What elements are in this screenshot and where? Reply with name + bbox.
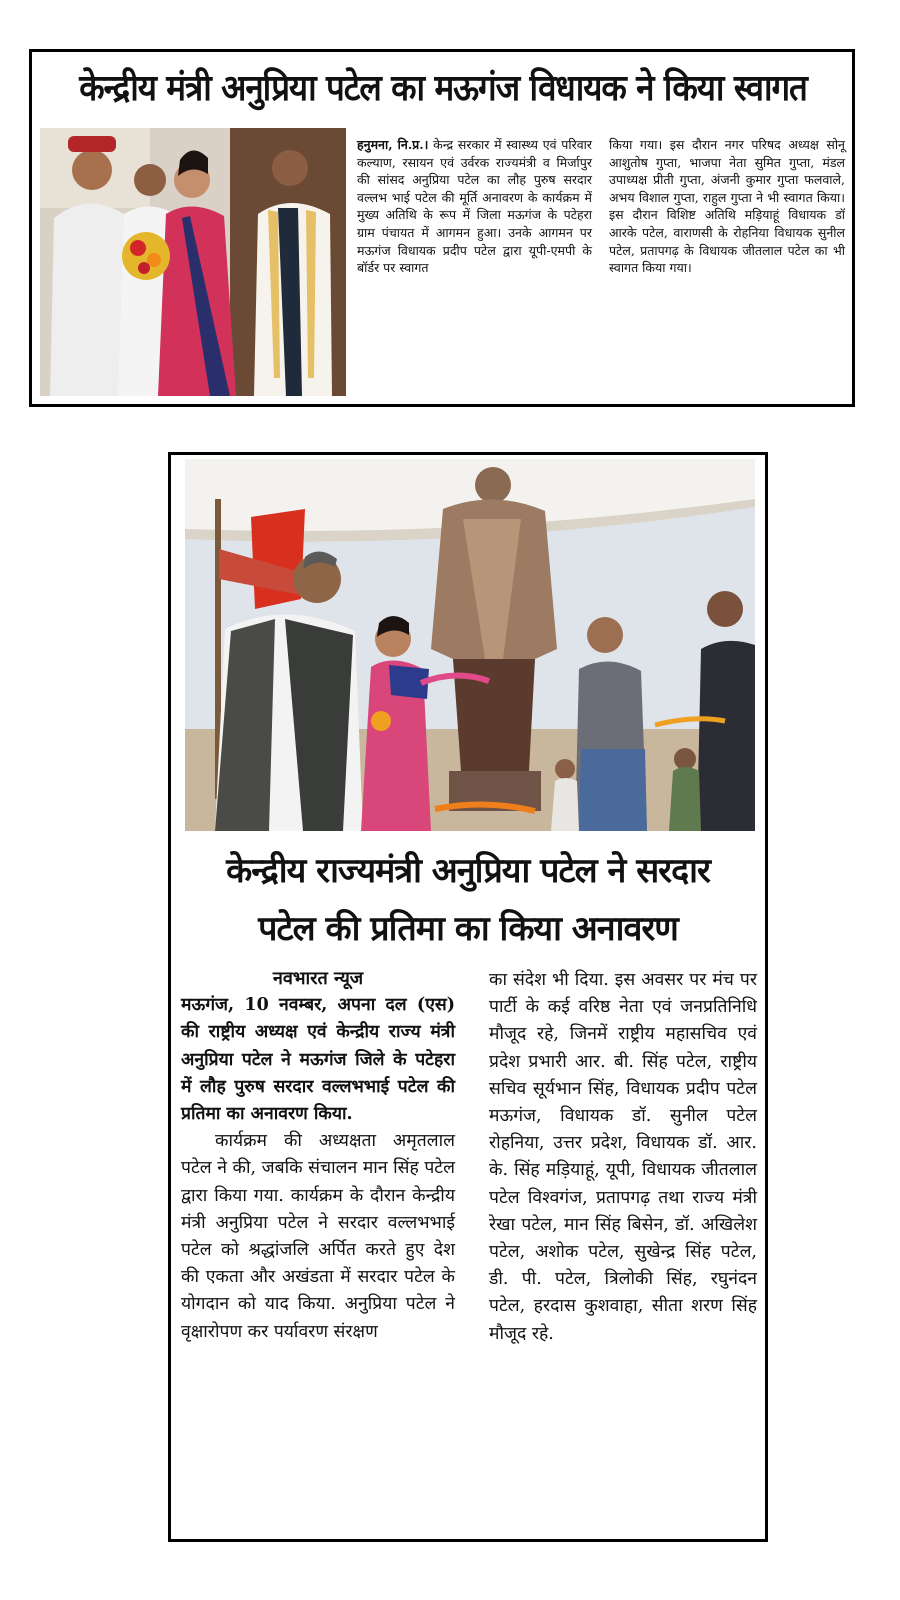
article1-column-1 [357,136,592,277]
article2-body-col2: का संदेश भी दिया. इस अवसर पर मंच पर पार्टी के कई वरिष्ठ नेता एवं जनप्रतिनिधि मौजूद रहे, जिनमें राष्ट्रीय महासचिव एवं प्रदेश प्रभारी आर. बी. सिंह पटेल, राष्ट्रीय सचिव सूर्यभान सिंह, विधायक प्रदीप पटेल मऊगंज, विधायक डॉ. सुनील पटेल रोहनिया, उत्तर प्रदेश, विधायक डॉ. आर. के. सिंह मड़ियाहूं, यूपी, विधायक जीतलाल पटेल विश्वगंज, प्रतापगढ़ तथा राज्य मंत्री रेखा पटेल, मान सिंह बिसेन, डॉ. अखिलेश पटेल, अशोक पटेल, सुखेन्द्र सिंह पटेल, डी. पी. पटेल, त्रिलोकी सिंह, रघुनंदन पटेल, हरदास कुशवाहा, सीता शरण सिंह मौजूद रहे. [489,970,757,1344]
photo-statue-unveiling [185,459,755,831]
agency-credit: नवभारत न्यूज [272,968,364,989]
headline-welcome: केन्द्रीय मंत्री अनुप्रिया पटेल का मऊगंज विधायक ने किया स्वागत [79,68,807,109]
article2-column-1 [181,965,455,1346]
news-clipping-welcome [29,49,855,407]
news-clipping-unveiling [168,452,768,1542]
article1-col2-text: किया गया। इस दौरान नगर परिषद अध्यक्ष सोनू आशुतोष गुप्ता, भाजपा नेता सुमित गुप्ता, मंडल उपाध्यक्ष प्रीती गुप्ता, अंजनी कुमार गुप्ता फलवाले, अभय विशाल गुप्ता, राहुल गुप्ता ने भी स्वागत किया। इस दौरान विशिष्ट अतिथि मड़ियाहूं विधायक डॉ आरके पटेल, वाराणसी के रोहनिया विधायक सुनील पटेल, प्रतापगढ़ के विधायक जीतलाल पटेल का भी स्वागत किया गया। [609,137,845,276]
article2-body-col1: कार्यक्रम की अध्यक्षता अमृतलाल पटेल ने की, जबकि संचालन मान सिंह पटेल द्वारा किया गया. कार्यक्रम के दौरान केन्द्रीय मंत्री अनुप्रिया पटेल ने सरदार वल्लभभाई पटेल को श्रद्धांजलि अर्पित करते हुए देश की एकता और अखंडता में सरदार पटेल के योगदान को याद किया. अनुप्रिया पटेल ने वृक्षारोपण कर पर्यावरण संरक्षण [181,1131,455,1342]
article1-column-2 [609,136,845,277]
article1-byline: हनुमना, नि.प्र.। [357,137,429,152]
photo-welcome-group [40,128,346,396]
article2-lead: मऊगंज, 10 नवम्बर, अपना दल (एस) की राष्ट्रीय अध्यक्ष एवं केन्द्रीय राज्य मंत्री अनुप्रिया पटेल ने मऊगंज जिले के पटेहरा में लौह पुरुष सरदार वल्लभभाई पटेल की प्रतिमा का अनावरण किया. [181,995,455,1125]
article2-column-2 [489,967,757,1348]
headline-unveiling-line-2: पटेल की प्रतिमा का किया अनावरण [258,909,678,949]
article1-col1-text: केन्द्र सरकार में स्वास्थ्य एवं परिवार कल्याण, रसायन एवं उर्वरक राज्यमंत्री व मिर्जापुर की सांसद अनुप्रिया पटेल का लौह पुरुष सरदार वल्लभ भाई पटेल की मूर्ति अनावरण के कार्यक्रम में मुख्य अतिथि के रूप में जिला मऊगंज के पटेहरा ग्राम पंचायत में आगमन हुआ। उनके आगमन पर मऊगंज विधायक प्रदीप पटेल द्वारा यूपी-एमपी के बॉर्डर पर स्वागत [357,137,592,276]
headline-unveiling-line-1: केन्द्रीय राज्यमंत्री अनुप्रिया पटेल ने सरदार [226,851,710,891]
